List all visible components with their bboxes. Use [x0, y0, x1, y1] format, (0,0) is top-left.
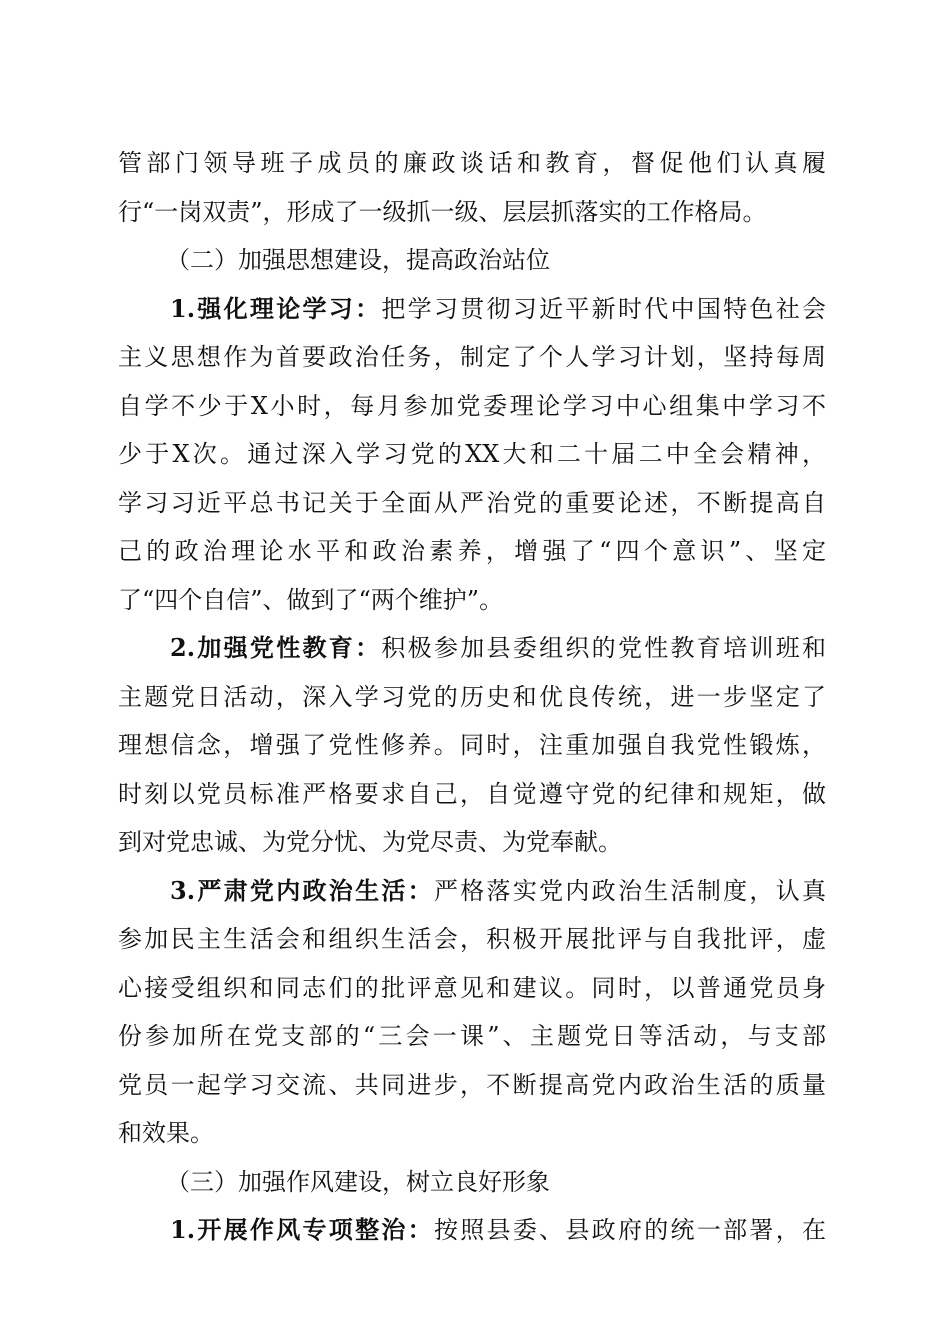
- item-text: 严格落实党内政治生活制度，认真: [433, 876, 826, 905]
- text-line: 了“四个自信”、做到了“两个维护”。: [118, 585, 504, 614]
- text-line: 少于X次。通过深入学习党的XX大和二十届二中全会精神，: [118, 440, 826, 468]
- text-line: 心接受组织和同志们的批评意见和建议。同时，以普通党员身: [118, 973, 826, 1002]
- item-title: 3.严肃党内政治生活：: [170, 875, 434, 905]
- item-title: 1.开展作风专项整治：: [170, 1215, 434, 1244]
- item-line: [118, 285, 826, 334]
- section-heading: （二）加强思想建设，提高政治站位: [166, 246, 550, 274]
- text-line: 学习习近平总书记关于全面从严治党的重要论述，不断提高自: [118, 488, 826, 517]
- text-line: 参加民主生活会和组织生活会，积极开展批评与自我批评，虚: [118, 925, 826, 953]
- text-line: 管部门领导班子成员的廉政谈话和教育，督促他们认真履: [118, 149, 826, 177]
- text-line: 自学不少于X小时，每月参加党委理论学习中心组集中学习不: [118, 391, 826, 420]
- item-text: 把学习贯彻习近平新时代中国特色社会: [381, 294, 826, 323]
- item-title: 1.强化理论学习：: [170, 293, 382, 323]
- text-line: 到对党忠诚、为党分忧、为党尽责、为党奉献。: [118, 828, 622, 856]
- section-heading: （三）加强作风建设，树立良好形象: [166, 1167, 550, 1196]
- item-text: 按照县委、县政府的统一部署，在: [433, 1216, 826, 1244]
- item-line: [118, 624, 826, 673]
- text-line: 行“一岗双责”，形成了一级抓一级、层层抓落实的工作格局。: [118, 197, 767, 226]
- text-line: 时刻以党员标准严格要求自己，自觉遵守党的纪律和规矩，做: [118, 779, 826, 808]
- text-line: 主义思想作为首要政治任务，制定了个人学习计划，坚持每周: [118, 343, 826, 371]
- text-line: 和效果。: [118, 1119, 214, 1147]
- document-page: [118, 139, 826, 1255]
- text-line: 主题党日活动，深入学习党的历史和优良传统，进一步坚定了: [118, 682, 826, 711]
- text-line: 党员一起学习交流、共同进步，不断提高党内政治生活的质量: [118, 1070, 826, 1099]
- item-line: [118, 1206, 826, 1255]
- text-line: 份参加所在党支部的“三会一课”、主题党日等活动，与支部: [118, 1022, 826, 1050]
- text-line: 理想信念，增强了党性修养。同时，注重加强自我党性锻炼，: [118, 731, 826, 759]
- item-text: 积极参加县委组织的党性教育培训班和: [381, 634, 826, 662]
- item-title: 2.加强党性教育：: [170, 633, 382, 662]
- text-line: 己的政治理论水平和政治素养，增强了“四个意识”、坚定: [118, 537, 826, 565]
- item-line: [118, 867, 826, 916]
